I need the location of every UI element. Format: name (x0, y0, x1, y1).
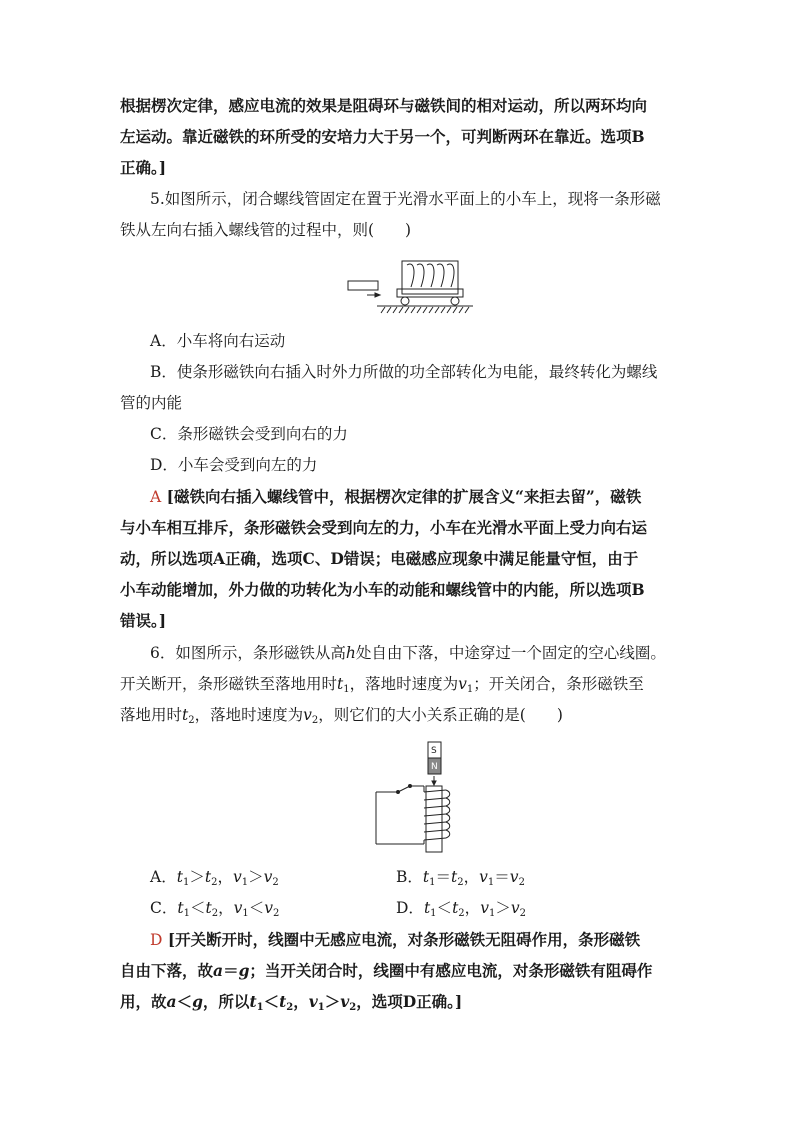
q6-var-t: t (337, 675, 344, 693)
q6-answer-line-1 (150, 929, 640, 951)
magnet-n-label: N (431, 762, 438, 772)
q6-rel: ＜ (263, 992, 280, 1011)
q6-var-t: t (204, 868, 212, 886)
q6-var-v: v (308, 992, 318, 1011)
q5-answer-letter: A (150, 488, 162, 506)
q5-option-b-line-1: B．使条形磁铁向右插入时外力所做的功全部转化为电能，最终转化为螺线 (150, 363, 658, 381)
prev-answer-line-3: 正确。] (120, 158, 167, 177)
q5-answer-line-3: 动，所以选项A正确，选项C、D错误；电磁感应现象中满足能量守恒，由于 (120, 549, 639, 568)
q6-sub: 2 (211, 877, 218, 888)
q6-stem-line-2 (120, 673, 644, 701)
q6-figure-magnet-coil (372, 740, 462, 855)
q6-opt-label: A． (150, 868, 177, 886)
q6-stem-2c: ；开关闭合，条形磁铁至 (473, 675, 644, 693)
q6-rel: ＝ (494, 868, 510, 886)
q6-sub: 1 (256, 1002, 264, 1013)
q6-var-t: t (452, 899, 459, 917)
q6-rel: ＞ (248, 868, 264, 886)
prev-answer-line-1: 根据楞次定律，感应电流的效果是阻碍环与磁铁间的相对运动，所以两环均向 (120, 96, 648, 115)
q6-stem-3b: ，落地时速度为 (194, 706, 304, 724)
q6-sub: 2 (518, 877, 525, 888)
q6-comma: ， (293, 992, 309, 1011)
q6-var-t: t (249, 992, 257, 1011)
q6-opt-label: B． (396, 868, 423, 886)
q6-var-h: h (345, 644, 356, 662)
q6-var-v: v (232, 868, 242, 886)
q6-var-a: a (166, 992, 177, 1011)
q6-rel: ＞ (495, 899, 511, 917)
q6-rel: ＞ (189, 868, 205, 886)
q6-var-g: g (192, 992, 203, 1011)
q6-var-v: v (303, 706, 312, 724)
q6-rel: ＜ (248, 899, 265, 917)
q5-answer-text-1: [磁铁向右插入螺线管中，根据楞次定律的扩展含义“来拒去留”，磁铁 (166, 487, 642, 506)
q5-answer-line-5: 错误。] (120, 611, 167, 630)
q6-var-v: v (509, 868, 519, 886)
q6-answer-text-1: [开关断开时，线圈中无感应电流，对条形磁铁无阻碍作用，条形磁铁 (167, 930, 641, 949)
q6-var-a: a (213, 961, 224, 980)
q6-sub: 1 (429, 877, 436, 888)
q6-sub: 2 (188, 715, 195, 726)
q6-var-v: v (233, 899, 243, 917)
q6-rel: ＝ (435, 868, 452, 886)
q6-option-a (150, 866, 279, 894)
q6-var-t: t (205, 899, 212, 917)
q5-answer-line-2: 与小车相互排斥，条形磁铁会受到向左的力，小车在光滑水平面上受力向右运 (120, 518, 648, 537)
q6-var-t: t (176, 868, 183, 886)
q6-var-v: v (479, 868, 488, 886)
q6-sub: 1 (488, 908, 496, 919)
q6-option-c (150, 897, 279, 925)
q6-ans-2c: ；当开关闭合时，线圈中有感应电流，对条形磁铁有阻碍作 (249, 961, 653, 980)
q6-stem-1b: 处自由下落，中途穿过一个固定的空心线圈。 (355, 644, 666, 662)
q6-sub: 1 (241, 877, 249, 888)
q6-sub: 1 (487, 877, 495, 888)
q6-var-t: t (177, 899, 184, 917)
q5-stem-line-2: 铁从左向右插入螺线管的过程中，则( ) (120, 221, 412, 239)
q6-opt-label: C． (150, 899, 178, 917)
q6-rel: ＜ (436, 899, 453, 917)
q6-sub: 1 (466, 684, 474, 695)
q6-stem-1a: 6．如图所示，条形磁铁从高 (150, 644, 346, 662)
q6-var-v: v (480, 899, 489, 917)
q6-rel: ＜ (189, 899, 206, 917)
q6-sub: 1 (182, 877, 190, 888)
q6-sub: 2 (311, 715, 319, 726)
q6-ans-2a: 自由下落，故 (120, 961, 214, 980)
q6-ans-3d: ，选项D正确。] (356, 992, 463, 1011)
prev-answer-line-2: 左运动。靠近磁铁的环所受的安培力大于另一个，可判断两环在靠近。选项B (120, 127, 645, 146)
q6-sub: 2 (272, 877, 279, 888)
q6-var-t: t (422, 868, 430, 886)
q6-var-t: t (451, 868, 458, 886)
q5-stem-line-1: 5.如图所示，闭合螺线管固定在置于光滑水平面上的小车上，现将一条形磁 (150, 190, 661, 208)
q5-answer-line-4: 小车动能增加，外力做的功转化为小车的动能和螺线管中的内能，所以选项B (120, 580, 645, 599)
q6-answer-letter: D (150, 931, 163, 949)
q6-sub: 2 (211, 908, 219, 919)
q6-option-b (396, 866, 525, 894)
magnet-s-label: S (431, 746, 437, 756)
q6-sub: 2 (286, 1002, 294, 1013)
q6-var-t: t (423, 899, 431, 917)
q6-stem-line-1 (150, 642, 666, 664)
q6-stem-2b: ，落地时速度为 (349, 675, 459, 693)
q6-var-v: v (510, 899, 520, 917)
q5-option-d: D．小车会受到向左的力 (150, 456, 318, 474)
q6-rel: ＞ (324, 992, 341, 1011)
q6-sub: 2 (458, 908, 465, 919)
q6-stem-3a: 落地用时 (120, 706, 183, 724)
q5-option-c: C．条形磁铁会受到向右的力 (150, 425, 348, 443)
q6-opt-label: D． (396, 899, 424, 917)
q6-option-d (396, 897, 526, 925)
q6-sub: 1 (183, 908, 190, 919)
q6-ans-3c: ，所以 (202, 992, 250, 1011)
q6-sub: 2 (349, 1002, 357, 1013)
q5-option-a: A．小车将向右运动 (150, 332, 286, 350)
q6-ans-3a: 用，故 (120, 992, 167, 1011)
q6-sub: 2 (519, 908, 526, 919)
q6-var-t: t (182, 706, 189, 724)
q6-ans-2b: ＝ (223, 961, 239, 980)
q6-answer-line-3 (120, 991, 462, 1019)
q6-var-v: v (340, 992, 350, 1011)
q6-ans-3b: ＜ (176, 992, 193, 1011)
q6-var-g: g (238, 961, 250, 980)
q6-stem-3c: ，则它们的大小关系正确的是( ) (318, 706, 563, 724)
q6-var-v: v (263, 868, 273, 886)
q5-figure-solenoid-cart (347, 253, 477, 315)
q5-option-b-line-2: 管的内能 (120, 394, 183, 412)
q6-var-t: t (279, 992, 287, 1011)
q6-sub: 1 (430, 908, 437, 919)
q6-var-v: v (458, 675, 467, 693)
q6-sub: 1 (343, 684, 350, 695)
q6-comma: ， (218, 899, 234, 917)
q5-answer-line-1 (150, 486, 641, 508)
q6-comma: ， (463, 868, 480, 886)
q6-sub: 1 (317, 1002, 325, 1013)
q6-sub: 2 (273, 908, 280, 919)
q6-sub: 1 (242, 908, 249, 919)
q6-stem-2a: 开关断开，条形磁铁至落地用时 (120, 675, 338, 693)
q6-stem-line-3 (120, 704, 563, 732)
q6-answer-line-2 (120, 960, 652, 982)
q6-var-v: v (264, 899, 274, 917)
q6-comma: ， (217, 868, 233, 886)
q6-comma: ， (464, 899, 481, 917)
q6-sub: 2 (457, 877, 464, 888)
